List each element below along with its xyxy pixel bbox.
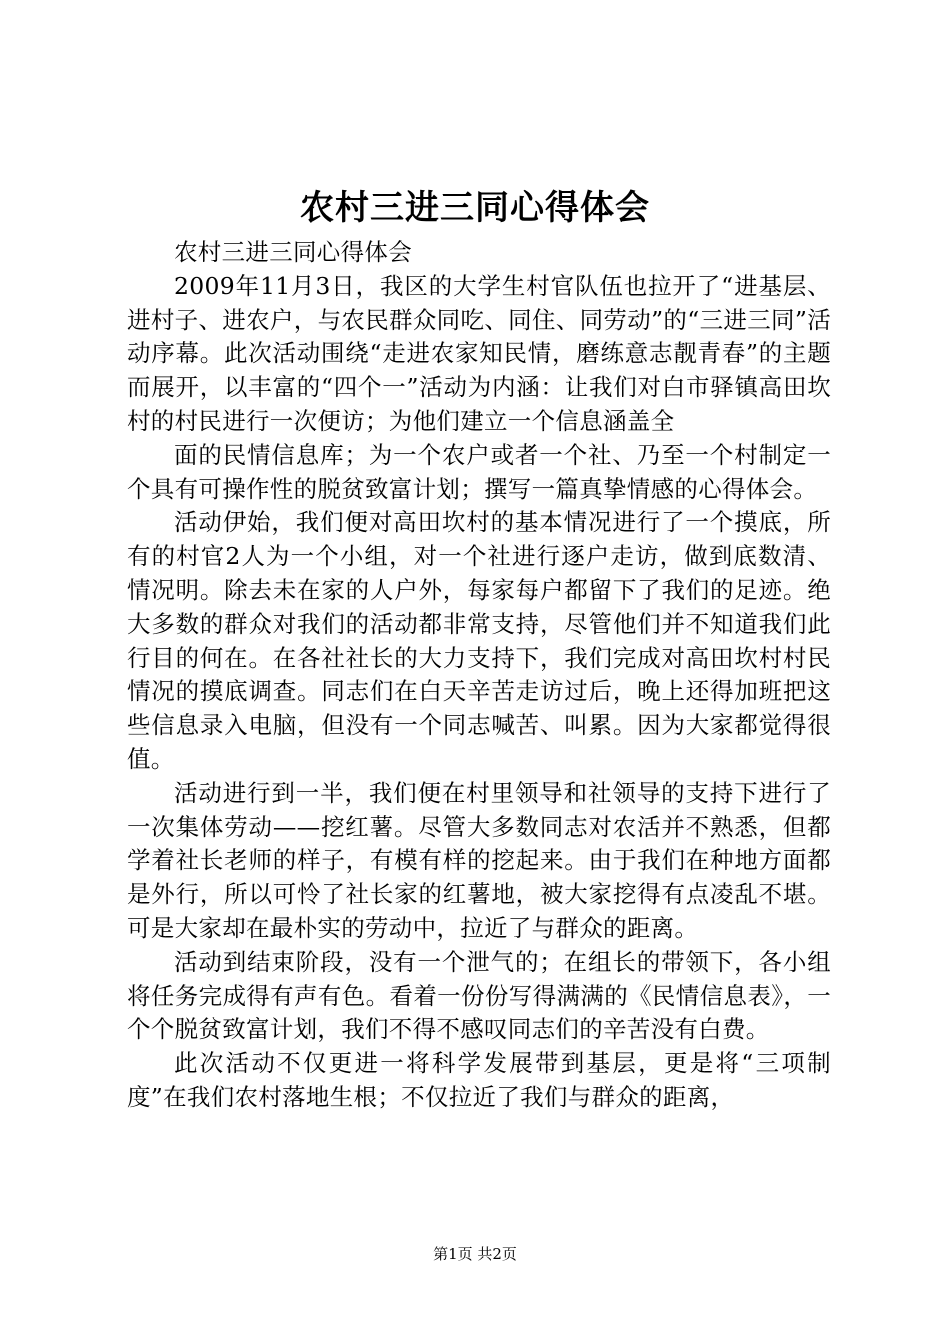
page-title: 农村三进三同心得体会 [300, 188, 650, 228]
paragraph: 面的民情信息库；为一个农户或者一个社、乃至一个村制定一个具有可操作性的脱贫致富计划；撰写一篇真挚情感的心得体会。 [127, 440, 831, 503]
page-number-footer: 第1页 共2页 [433, 1245, 517, 1263]
paragraph: 2009年11月3日，我区的大学生村官队伍也拉开了“进基层、进村子、进农户，与农民群众同吃、同住、同劳动”的“三进三同”活动序幕。此次活动围绕“走进农家知民情，磨练意志靓青春”的主题而展开，以丰富的“四个一”活动为内涵：让我们对白市驿镇高田坎村的村民进行一次便访；为他们建立一个信息涵盖全 [127, 271, 831, 435]
paragraph: 此次活动不仅更进一将科学发展带到基层，更是将“三项制度”在我们农村落地生根；不仅拉近了我们与群众的距离， [127, 1049, 831, 1111]
paragraph: 活动伊始，我们便对高田坎村的基本情况进行了一个摸底，所有的村官2人为一个小组，对一个社进行逐户走访，做到底数清、情况明。除去未在家的人户外，每家每户都留下了我们的足迹。绝大多数的群众对我们的活动都非常支持，尽管他们并不知道我们此行目的何在。在各社社长的大力支持下，我们完成对高田坎村村民情况的摸底调查。同志们在白天辛苦走访过后，晚上还得加班把这些信息录入电脑，但没有一个同志喊苦、叫累。因为大家都觉得很值。 [127, 508, 831, 773]
paragraph: 农村三进三同心得体会 [174, 238, 412, 266]
paragraph: 活动到结束阶段，没有一个泄气的；在组长的带领下，各小组将任务完成得有声有色。看着一份份写得满满的《民情信息表》，一个个脱贫致富计划，我们不得不感叹同志们的辛苦没有白费。 [127, 947, 831, 1044]
paragraph: 活动进行到一半，我们便在村里领导和社领导的支持下进行了一次集体劳动——挖红薯。尽管大多数同志对农活并不熟悉，但都学着社长老师的样子，有模有样的挖起来。由于我们在种地方面都是外行，所以可怜了社长家的红薯地，被大家挖得有点凌乱不堪。可是大家却在最朴实的劳动中，拉近了与群众的距离。 [127, 778, 831, 942]
document-body [127, 236, 831, 1115]
